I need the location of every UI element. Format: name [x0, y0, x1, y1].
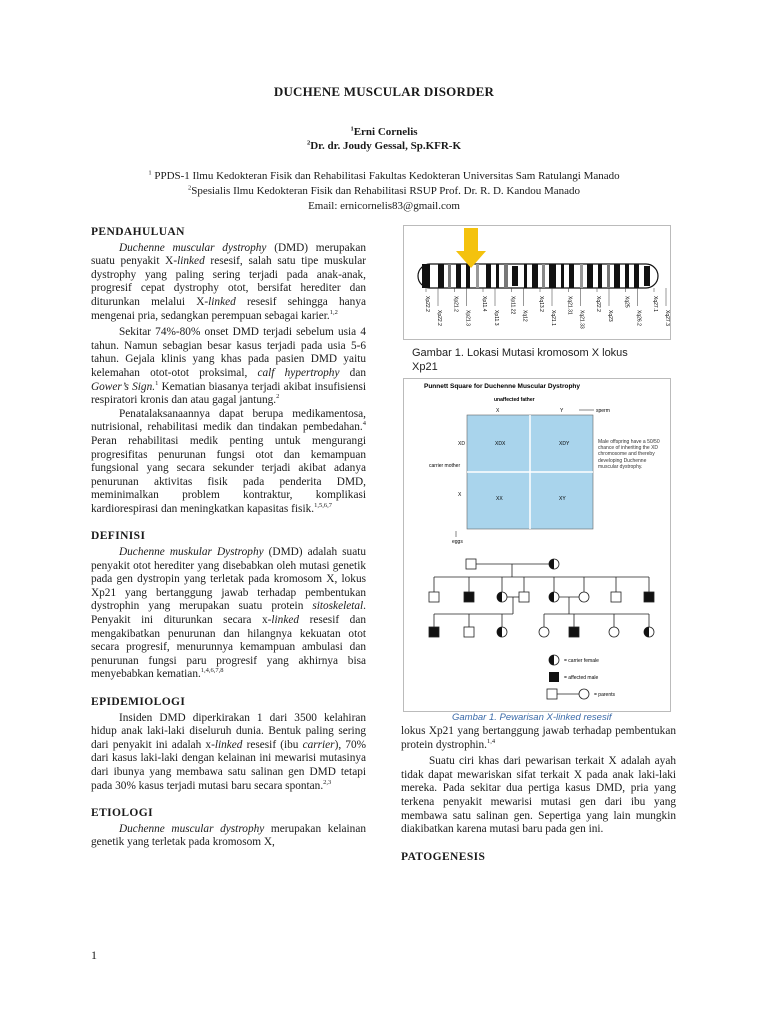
left-column	[91, 226, 366, 850]
author-1: $^1$Erni Cornelis	[350, 125, 418, 138]
pedigree-carrier-half	[497, 592, 502, 602]
band-label-bottom: Xq21.33	[578, 310, 585, 329]
pedigree-male	[464, 627, 474, 637]
legend-carrier-half	[549, 655, 554, 665]
author-2: $^2$Dr. dr. Joudy Gessal, Sp.KFR-K	[306, 139, 462, 152]
figure2-caption: Gambar 1. Pewarisan X-linked resesif	[452, 712, 612, 723]
figure-chromosome	[403, 225, 671, 340]
figure1-caption: Gambar 1. Lokasi Mutasi kromosom X lokus Xp21	[412, 347, 628, 373]
pedigree-affected-male	[429, 627, 439, 637]
band-label-bottom: Xq12	[521, 310, 528, 322]
heading-patogenesis: PATOGENESIS	[401, 850, 486, 863]
label-carrier-mother: carrier mother	[429, 463, 461, 469]
label-mother-x: X	[458, 492, 462, 498]
band-label-top: Xp11.22	[509, 296, 516, 315]
punnett-title: Punnett Square for Duchenne Muscular Dystrophy	[424, 383, 581, 390]
pedigree-affected-male	[464, 592, 474, 602]
heading-etiologi: ETIOLOGI	[91, 807, 153, 820]
cell-xdy: XDY	[559, 441, 570, 447]
band-label-top: Xq21.31	[566, 296, 573, 315]
paragraph: Suatu ciri khas dari pewarisan terkait X adalah ayah tidak dapat mewariskan sifat terkait X pada anak laki-laki mereka. Pada sekitar dua pertiga kasus DMD, pria yang terkena penyakit mewarisi mutasi gen dari ibu yang membawa satu salinan gen. Sepertiga yang lain mungkin diakibatkan karena mutasi baru pada gen ini.	[401, 755, 676, 836]
band-label-bottom: Xp22.2	[436, 310, 442, 326]
pedigree-male	[466, 559, 476, 569]
band-label-top: Xq27.1	[652, 296, 658, 312]
right-column	[401, 725, 676, 866]
label-father-x: X	[496, 408, 500, 414]
pedigree-female	[609, 627, 619, 637]
band-label-top: Xq22.2	[595, 296, 601, 312]
pedigree-female	[539, 627, 549, 637]
paragraph: Insiden DMD diperkirakan 1 dari 3500 kelahiran hidup anak laki-laki diseluruh dunia. Bentuk paling sering dari penyakit ini adalah x-linked resesif (ibu carrier), 70% dari kasus laki-laki dengan kelainan ini mewarisi mutasinya dari ibunya yang membawa satu salinan gen DMD tetapi pada 30% kasus terjadi mutasi baru secara spontan.$^{2,3}$	[91, 711, 367, 792]
legend-affected-symbol	[549, 672, 559, 682]
band-label-bottom: Xq21.1	[550, 310, 556, 326]
legend-affected-male: = affected male	[564, 675, 599, 681]
pedigree-affected-male	[644, 592, 654, 602]
email: Email: ernicornelis83@gmail.com	[308, 200, 460, 212]
mutation-arrow	[456, 228, 486, 268]
paragraph: Sekitar 74%-80% onset DMD terjadi sebelum usia 4 tahun. Namun sebagian besar kasus terjadi pada usia 5-6 tahun. Gejala klinis yang khas pada pasien DMD yaitu kelemahan otot-otot proksimal, calf hypertrophy dan Gower’s Sign.$^1$ Kematian biasanya terjadi akibat insufisiensi respiratori kronis dan atau gagal jantung.$^2$	[91, 326, 367, 407]
band-labels	[424, 288, 670, 329]
band-label-bottom: Xp11.3	[493, 310, 499, 326]
paragraph: Duchenne muscular dystrophy merupakan kelainan genetik yang terletak pada kromosom X,	[91, 822, 366, 849]
label-unaffected-father: unaffected father	[494, 397, 535, 403]
paragraph: Duchenne muscular dystrophy (DMD) merupakan suatu penyakit X-linked resesif, salah satu tipe muskular dystrophy yang paling sering terjadi pada anak-anak, progresif cepat dystrophy otot, bersifat herediter dan diturunkan melalui X-linked resesif sehingga hanya mengenai pria, sedangkan perempuan sebagai karier.$^{1,2}$	[91, 241, 366, 322]
band-label-bottom: Xq26.2	[635, 310, 642, 326]
cell-xy: XY	[559, 496, 566, 502]
pedigree-carrier-half	[549, 559, 554, 569]
affiliation-2: $^2$Spesialis Ilmu Kedokteran Fisik dan Rehabilitasi RSUP Prof. Dr. R. D. Kandou Manado	[187, 184, 581, 197]
chromosome-diagram	[404, 226, 670, 339]
legend-carrier-female: = carrier female	[564, 658, 599, 664]
paper-title: DUCHENE MUSCULAR DISORDER	[273, 84, 495, 99]
paragraph: lokus Xp21 yang bertanggung jawab terhadap pembentukan protein dystrophin.$^{1,4}$	[401, 725, 676, 751]
pedigree-chart	[429, 559, 654, 637]
label-father-y: Y	[560, 408, 564, 414]
pedigree-legend	[547, 655, 615, 699]
punnett-square	[467, 415, 593, 529]
pedigree-male	[519, 592, 529, 602]
punnett-pedigree-diagram	[404, 379, 670, 711]
heading-pendahuluan: PENDAHULUAN	[91, 226, 185, 238]
legend-parents: = parents	[594, 692, 615, 698]
legend-parent-female	[579, 689, 589, 699]
affiliation-1: $^1$ PPDS-1 Ilmu Kedokteran Fisik dan Rehabilitasi Fakultas Kedokteran Universitas Sam Ratulangi Manado	[148, 169, 620, 182]
band-label-top: Xq13.2	[538, 296, 544, 312]
label-sperm: sperm	[596, 408, 610, 414]
pedigree-male	[429, 592, 439, 602]
pedigree-male	[611, 592, 621, 602]
band-label-bottom: Xq23	[607, 310, 613, 322]
page-number: 1	[91, 948, 97, 962]
pedigree-carrier-half	[497, 627, 502, 637]
punnett-note: Male offspring have a 50/50 chance of inheriting the XD chromosome and thereby developing Duchenne muscular dystrophy.	[598, 439, 660, 470]
cell-xdx: XDX	[495, 441, 506, 447]
band-label-top: Xp21.2	[452, 296, 459, 312]
band-label-top: Xq25	[623, 296, 630, 308]
label-mother-xd: XD	[458, 441, 465, 447]
figure-punnett-pedigree	[403, 378, 671, 712]
punnett-note-box	[598, 439, 664, 499]
chromosome-bands	[422, 264, 650, 288]
label-eggs: eggs	[452, 539, 463, 545]
band-label-top: Xp22.2	[424, 296, 430, 312]
band-label-top: Xp11.4	[481, 296, 487, 312]
paragraph: Duchenne muskular Dystrophy (DMD) adalah suatu penyakit otot herediter yang disebabkan oleh mutasi genetik pada gen dystropin yang terletak pada kromosom X, lokus Xp21 yang bertanggung jawab terhadap pembentukan dystrophin yang merupakan suatu protein sitoskeletal. Penyakit ini diturunkan secara x-linked resesif dan mengakibatkan penurunan dan hilangnya kekuatan otot secara progresif, menurunnya kemampuan ambulasi dan penurunan fungsi paru progresif yang akhirnya bisa menyebabkan kematian.$^{1,4,6,7,8}$	[91, 546, 366, 681]
legend-parent-male	[547, 689, 557, 699]
heading-definisi: DEFINISI	[91, 530, 146, 543]
pedigree-carrier-half	[644, 627, 649, 637]
pedigree-affected-male	[569, 627, 579, 637]
pedigree-carrier-half	[549, 592, 554, 602]
band-label-bottom: Xp21.3	[464, 310, 471, 326]
band-label-bottom: Xq27.3	[664, 310, 670, 326]
heading-epidemiologi: EPIDEMIOLOGI	[91, 696, 186, 708]
cell-xx: XX	[496, 496, 503, 502]
paragraph: Penatalaksanaannya dapat berupa medikamentosa, nutrisional, rehabilitasi medik dan tindakan pembedahan.$^4$ Peran rehabilitasi medik penting untuk mengurangi progresifitas penurunan fungsi otot dan kemampuan fungsional yang secara sekunder terjadi akibat adanya penurunan aktivitas fisik pada penderita DMD, meminimalkan problem kontraktur, komplikasi kardiorespirasi dan meningkatkan kapasitas fisik.$^{1,5,6,7}$	[91, 407, 366, 515]
pedigree-female	[579, 592, 589, 602]
